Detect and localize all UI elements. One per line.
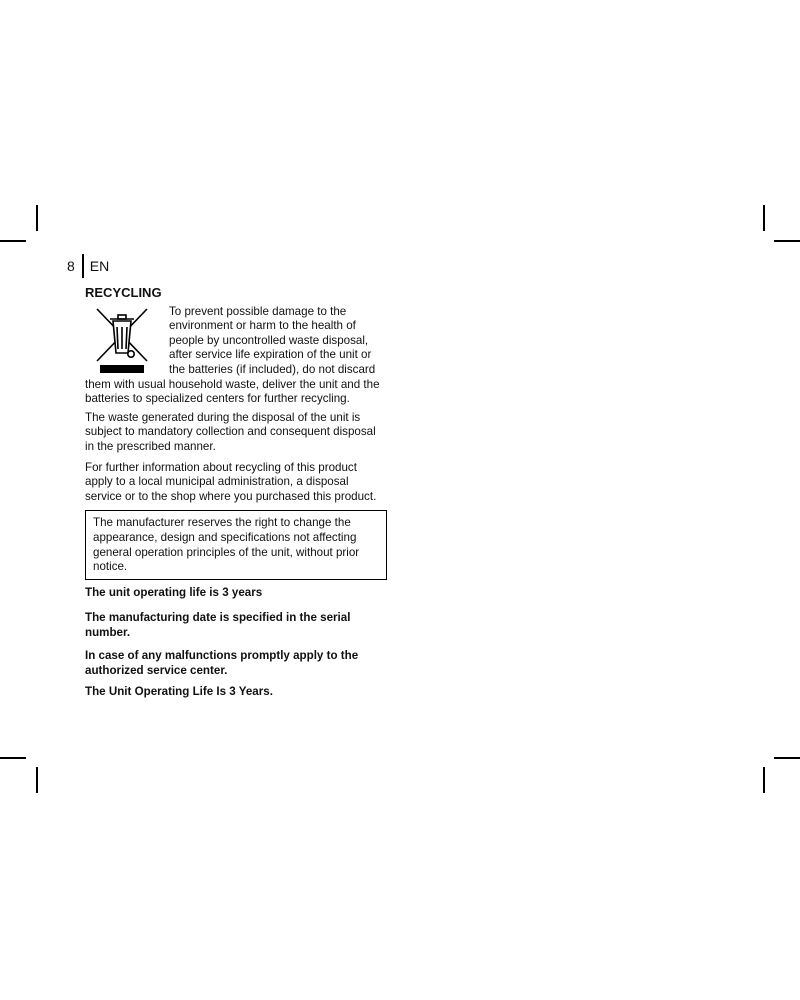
page-header xyxy=(67,253,109,279)
crossed-out-wheelie-bin-icon xyxy=(95,307,157,375)
recycling-paragraph-3: For further information about recycling of this product apply to a local municipal administration, a disposal service or to the shop where you purchased this product. xyxy=(85,460,377,503)
recycling-paragraph-1: To prevent possible damage to the environment or harm to the health of people by uncontrolled waste disposal, after service life expiration of the unit or the batteries (if included), do not discard them with usual household waste, deliver the unit and the batteries to specialized centers for further recycling. xyxy=(85,304,380,406)
crop-mark-bottom-left-vertical xyxy=(36,767,38,793)
crop-mark-top-left-vertical xyxy=(36,205,38,231)
crop-mark-bottom-left-horizontal xyxy=(0,757,26,759)
document-body xyxy=(85,286,387,705)
page-number: 8 xyxy=(67,258,75,274)
crop-mark-bottom-right-horizontal xyxy=(774,757,800,759)
manufacturing-date-note: The manufacturing date is specified in the serial number. xyxy=(85,611,351,639)
crop-mark-top-right-horizontal xyxy=(774,240,800,242)
header-divider xyxy=(82,254,84,278)
manufacturer-notice-text: The manufacturer reserves the right to change the appearance, design and specifications not affecting general operation principles of the unit, without prior notice. xyxy=(93,516,360,574)
recycling-paragraph-2: The waste generated during the disposal of the unit is subject to mandatory collection and consequent disposal in the prescribed manner. xyxy=(85,410,376,453)
malfunction-note: In case of any malfunctions promptly apply to the authorized service center. xyxy=(85,649,359,678)
manufacturer-notice-box xyxy=(85,510,387,579)
operating-life-note-repeat: The Unit Operating Life Is 3 Years. xyxy=(85,684,273,698)
crop-mark-top-left-horizontal xyxy=(0,240,26,242)
section-heading: RECYCLING xyxy=(85,285,162,300)
operating-life-note: The unit operating life is 3 years xyxy=(85,585,263,599)
crop-mark-top-right-vertical xyxy=(763,205,765,231)
language-code: EN xyxy=(89,258,110,274)
crop-mark-bottom-right-vertical xyxy=(763,767,765,793)
